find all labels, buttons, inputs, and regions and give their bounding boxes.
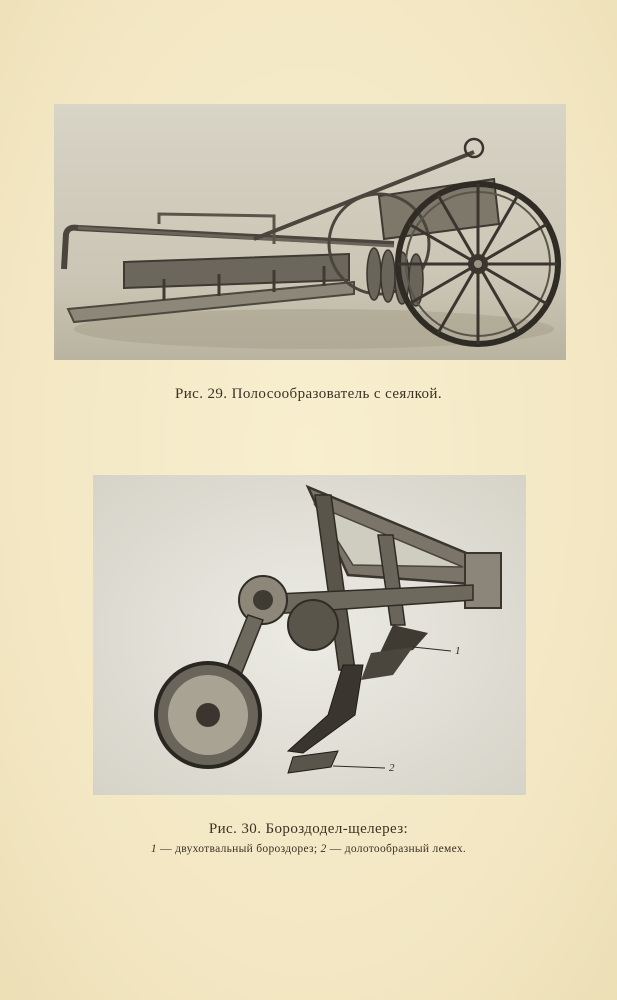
figure-30-legend [0,843,617,855]
figure-30-caption: Рис. 30. Бороздодел-щелерез: [208,821,409,837]
legend-number-2: 2 [320,843,327,855]
figure-29-caption: Рис. 29. Полосообразователь с сеялкой. [174,386,443,402]
spoked-wheel [398,184,558,344]
callout-label-2: 2 [389,762,395,774]
legend-text-1: — двухотвальный бороздорез; [156,843,321,855]
figure-29-photo [54,104,566,360]
figure-30-photo [93,475,526,795]
legend-number-1: 1 [150,843,157,855]
gauge-wheel [156,663,260,767]
legend-text-2: — долотообразный лемех. [326,843,467,855]
strip-former-illustration [54,104,566,360]
furrower-slitter-illustration [93,475,526,795]
callout-label-1: 1 [455,645,461,657]
